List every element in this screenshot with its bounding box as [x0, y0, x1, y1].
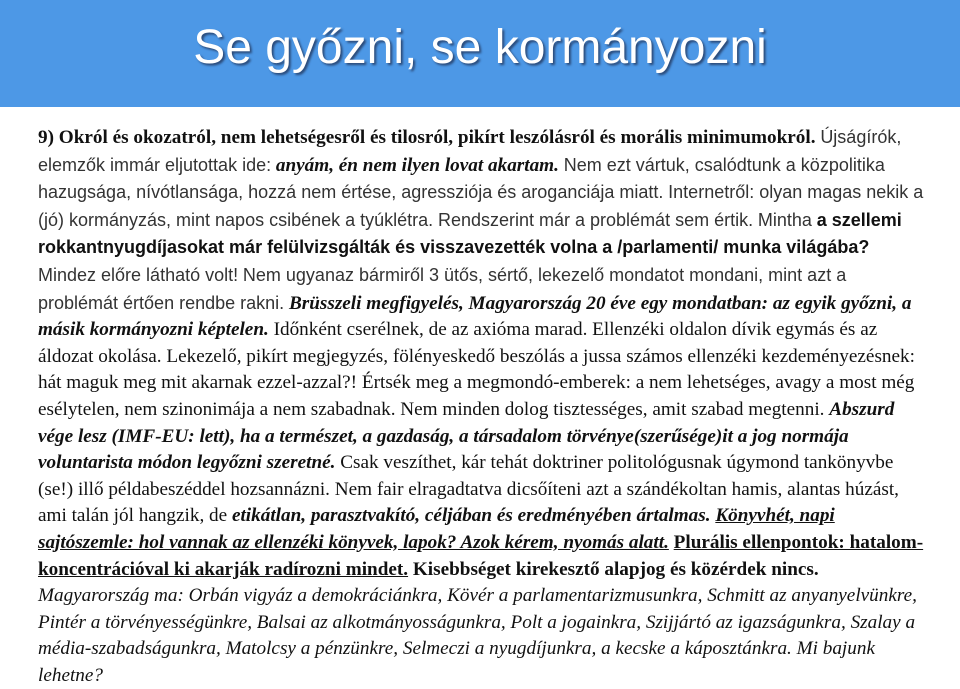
internet-quote: Internetről: olyan magas nekik a (jó) kormányzás, mint napos csibének a tyúklétra. [38, 182, 924, 230]
doctrinaire-text: Csak veszíthet, kár tehát doktriner politológusnak úgymond tankönyvbe (se!) illő példabeszéddel hozsannázni. Nem fair elragadtatva dicsőíteni azt a szándékoltan hamis, alantas húzást, ami talán jól hangzik, de [38, 452, 899, 527]
mintha-text: Mintha [757, 209, 812, 230]
problem-text: Rendszerint már a problémát sem értik. [437, 209, 754, 230]
title-banner [0, 0, 960, 107]
hungary-today-list: Magyarország ma: Orbán vigyáz a demokráciánkra, Kövér a parlamentarizmusunkra, Schmitt az anyanyelvünkre, Pintér a törvényességünkre, Balsai az alkotmányosságunkra, Polt a jogainkra, Szijjártó az igazságunkra, Szalay a média-szabadságunkra, Matolcsy a pénzünkre, Selmeczi a nyugdíjunkra, a kecske a káposztánkra. Mi bajunk lehetne? [38, 585, 917, 686]
lead-sentence: 9) Okról és okozatról, nem lehetségesről és tilosról, pikírt leszólásról és morális minimumokról. [38, 127, 816, 148]
opposition-text: Időnként cserélnek, de az axióma marad. Ellenzéki oldalon dívik egymás és az áldozat okolása. Lekezelő, pikírt megjegyzés, fölényeskedő beszólás a jussa számos ellenzéki kezdeményezésnek: hát maguk meg mit akarnak ezzel-azzal?! Értsék meg a megmondó-emberek: a nem lehetséges, avagy a most még esélytelen, nem szinonimája a nem szabadnak. Nem minden dolog tisztességes, amit szabad megtenni. [38, 319, 915, 420]
minority-statement: Kisebbséget kirekesztő alapjog és közérdek nincs. [412, 558, 819, 580]
absurd-statement: Abszurd vége lesz (IMF-EU: lett), ha a természet, a gazdaság, a társadalom törvénye(szerűsége)it a jog normája voluntarista módon legyőzni szeretné. [38, 398, 895, 474]
journalists-text: Újságírók, elemzők immár eljutottak ide: [38, 127, 902, 175]
body-paragraph [38, 124, 928, 689]
slide-title: Se győzni, se kormányozni [193, 21, 767, 74]
foreseeable-text: Mindez előre látható volt! [38, 264, 239, 285]
book-week-statement: Könyvhét, napi sajtószemle: hol vannak az ellenzéki könyvek, lapok? Azok kérem, nyomás alatt. [38, 505, 835, 553]
not-same-text: Nem ugyanaz bármiről 3 ütős, sértő, lekezelő mondatot mondani, mint azt a problémát értően rendbe rakni. [38, 264, 847, 313]
brussels-observation: Brüsszeli megfigyelés, Magyarország 20 éve egy mondatban: az egyik győzni, a másik kormányozni képtelen. [38, 292, 912, 341]
unethical-statement: etikátlan, parasztvakító, céljában és eredményében ártalmas. [231, 505, 711, 527]
quote-horse: anyám, én nem ilyen lovat akartam. [275, 154, 559, 176]
disappointment-text: Nem ezt vártuk, csalódtunk a közpolitika hazugsága, nívótlansága, hozzá nem értése, agressziója és aroganciája miatt. [38, 154, 885, 203]
pensioners-statement: a szellemi rokkantnyugdíjasokat már felülvizsgálták és visszavezették volna a /parlamenti/ munka világába? [38, 209, 902, 258]
plural-counterpoints: Plurális ellenpontok: hatalom-koncentrációval ki akarják radírozni mindet. [38, 531, 924, 580]
